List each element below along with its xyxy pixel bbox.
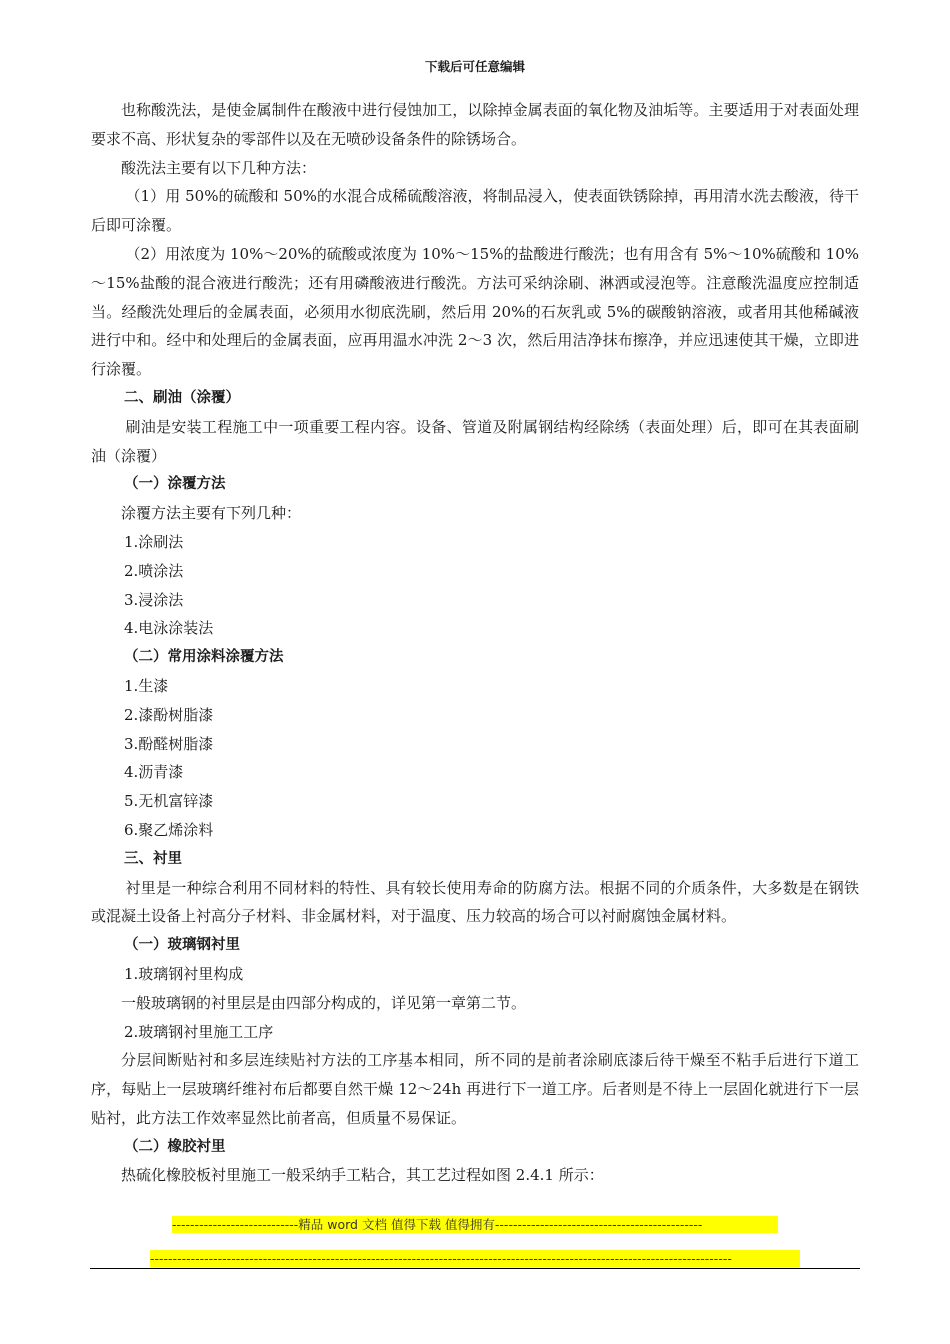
heading-frp-lining: （一）玻璃钢衬里: [124, 937, 240, 954]
list-item: 3.浸涂法: [124, 590, 184, 609]
paragraph-coating-list-intro: 涂覆方法主要有下列几种：: [121, 504, 302, 523]
page-header: 下载后可任意编辑: [424, 59, 525, 74]
list-item: 4.沥青漆: [124, 763, 184, 782]
list-item: 1.涂刷法: [124, 532, 184, 551]
heading-painting: 二、刷油（涂覆）: [124, 389, 240, 406]
document-body: [91, 96, 859, 1190]
paragraph-rubber-process: 热硫化橡胶板衬里施工一般采纳手工粘合，其工艺过程如图 2.4.1 所示：: [121, 1166, 604, 1185]
footer-rule: [90, 1268, 860, 1269]
list-item: 5.无机富锌漆: [124, 792, 214, 811]
list-item: 3.酚醛树脂漆: [124, 734, 214, 753]
list-item: 1.生漆: [124, 676, 169, 695]
footer-dashes: ---------------------------------------------------------------------------------------------------------------------------------: [150, 1250, 800, 1267]
paragraph-pickling-intro: 也称酸洗法，是使金属制件在酸液中进行侵蚀加工，以除掉金属表面的氧化物及油垢等。主要适用于对表面处理要求不高、形状复杂的零部件以及在无喷砂设备条件的除锈场合。: [91, 101, 859, 148]
paragraph-frp-process: 分层间断贴衬和多层连续贴衬方法的工序基本相同，所不同的是前者涂刷底漆后待干燥至不粘手后进行下道工序，每贴上一层玻璃纤维衬布后都要自然干燥 12～24h 再进行下一道工序。后者则是不待上一层固化就进行下一层贴衬，此方法工作效率显然比前者高，但质量不易保证。: [91, 1051, 859, 1127]
list-item: 6.聚乙烯涂料: [124, 820, 214, 839]
paragraph-method-2: （2）用浓度为 10%～20%的硫酸或浓度为 10%～15%的盐酸进行酸洗；也有用含有 5%～10%硫酸和 10%～15%盐酸的混合液进行酸洗；还有用磷酸液进行酸洗。方法可采纳涂刷、淋洒或浸泡等。注意酸洗温度应控制适当。经酸洗处理后的金属表面，必须用水彻底洗刷，然后用 20%的石灰乳或 5%的碳酸钠溶液，或者用其他稀碱液进行中和。经中和处理后的金属表面，应再用温水冲洗 2～3 次，然后用洁净抹布擦净，并应迅速使其干燥，立即进行涂覆。: [91, 244, 859, 379]
footer-banner: ----------------------------精品 word 文档 值得下载 值得拥有----------------------------------------------: [172, 1216, 778, 1233]
heading-lining: 三、衬里: [124, 850, 182, 867]
list-item: 1.玻璃钢衬里构成: [124, 964, 244, 983]
list-item: 2.漆酚树脂漆: [124, 705, 214, 724]
list-item: 2.玻璃钢衬里施工工序: [124, 1022, 274, 1041]
paragraph-frp-composition: 一般玻璃钢的衬里层是由四部分构成的，详见第一章第二节。: [121, 993, 527, 1012]
list-item: 2.喷涂法: [124, 561, 184, 580]
paragraph-lining-intro: 衬里是一种综合利用不同材料的特性、具有较长使用寿命的防腐方法。根据不同的介质条件，大多数是在钢铁或混凝土设备上衬高分子材料、非金属材料，对于温度、压力较高的场合可以衬耐腐蚀金属材料。: [91, 878, 859, 926]
paragraph-method-1: （1）用 50%的硫酸和 50%的水混合成稀硫酸溶液，将制品浸入，使表面铁锈除掉，再用清水洗去酸液，待干后即可涂覆。: [91, 187, 859, 235]
heading-rubber-lining: （二）橡胶衬里: [124, 1138, 226, 1155]
heading-common-coatings: （二）常用涂料涂覆方法: [124, 649, 284, 666]
list-item: 4.电泳涂装法: [124, 619, 214, 638]
paragraph-painting-intro: 刷油是安装工程施工中一项重要工程内容。设备、管道及附属钢结构经除绣（表面处理）后，即可在其表面刷油（涂覆）: [91, 417, 859, 465]
heading-coating-methods: （一）涂覆方法: [124, 476, 226, 493]
paragraph-pickling-methods: 酸洗法主要有以下几种方法：: [121, 158, 317, 177]
